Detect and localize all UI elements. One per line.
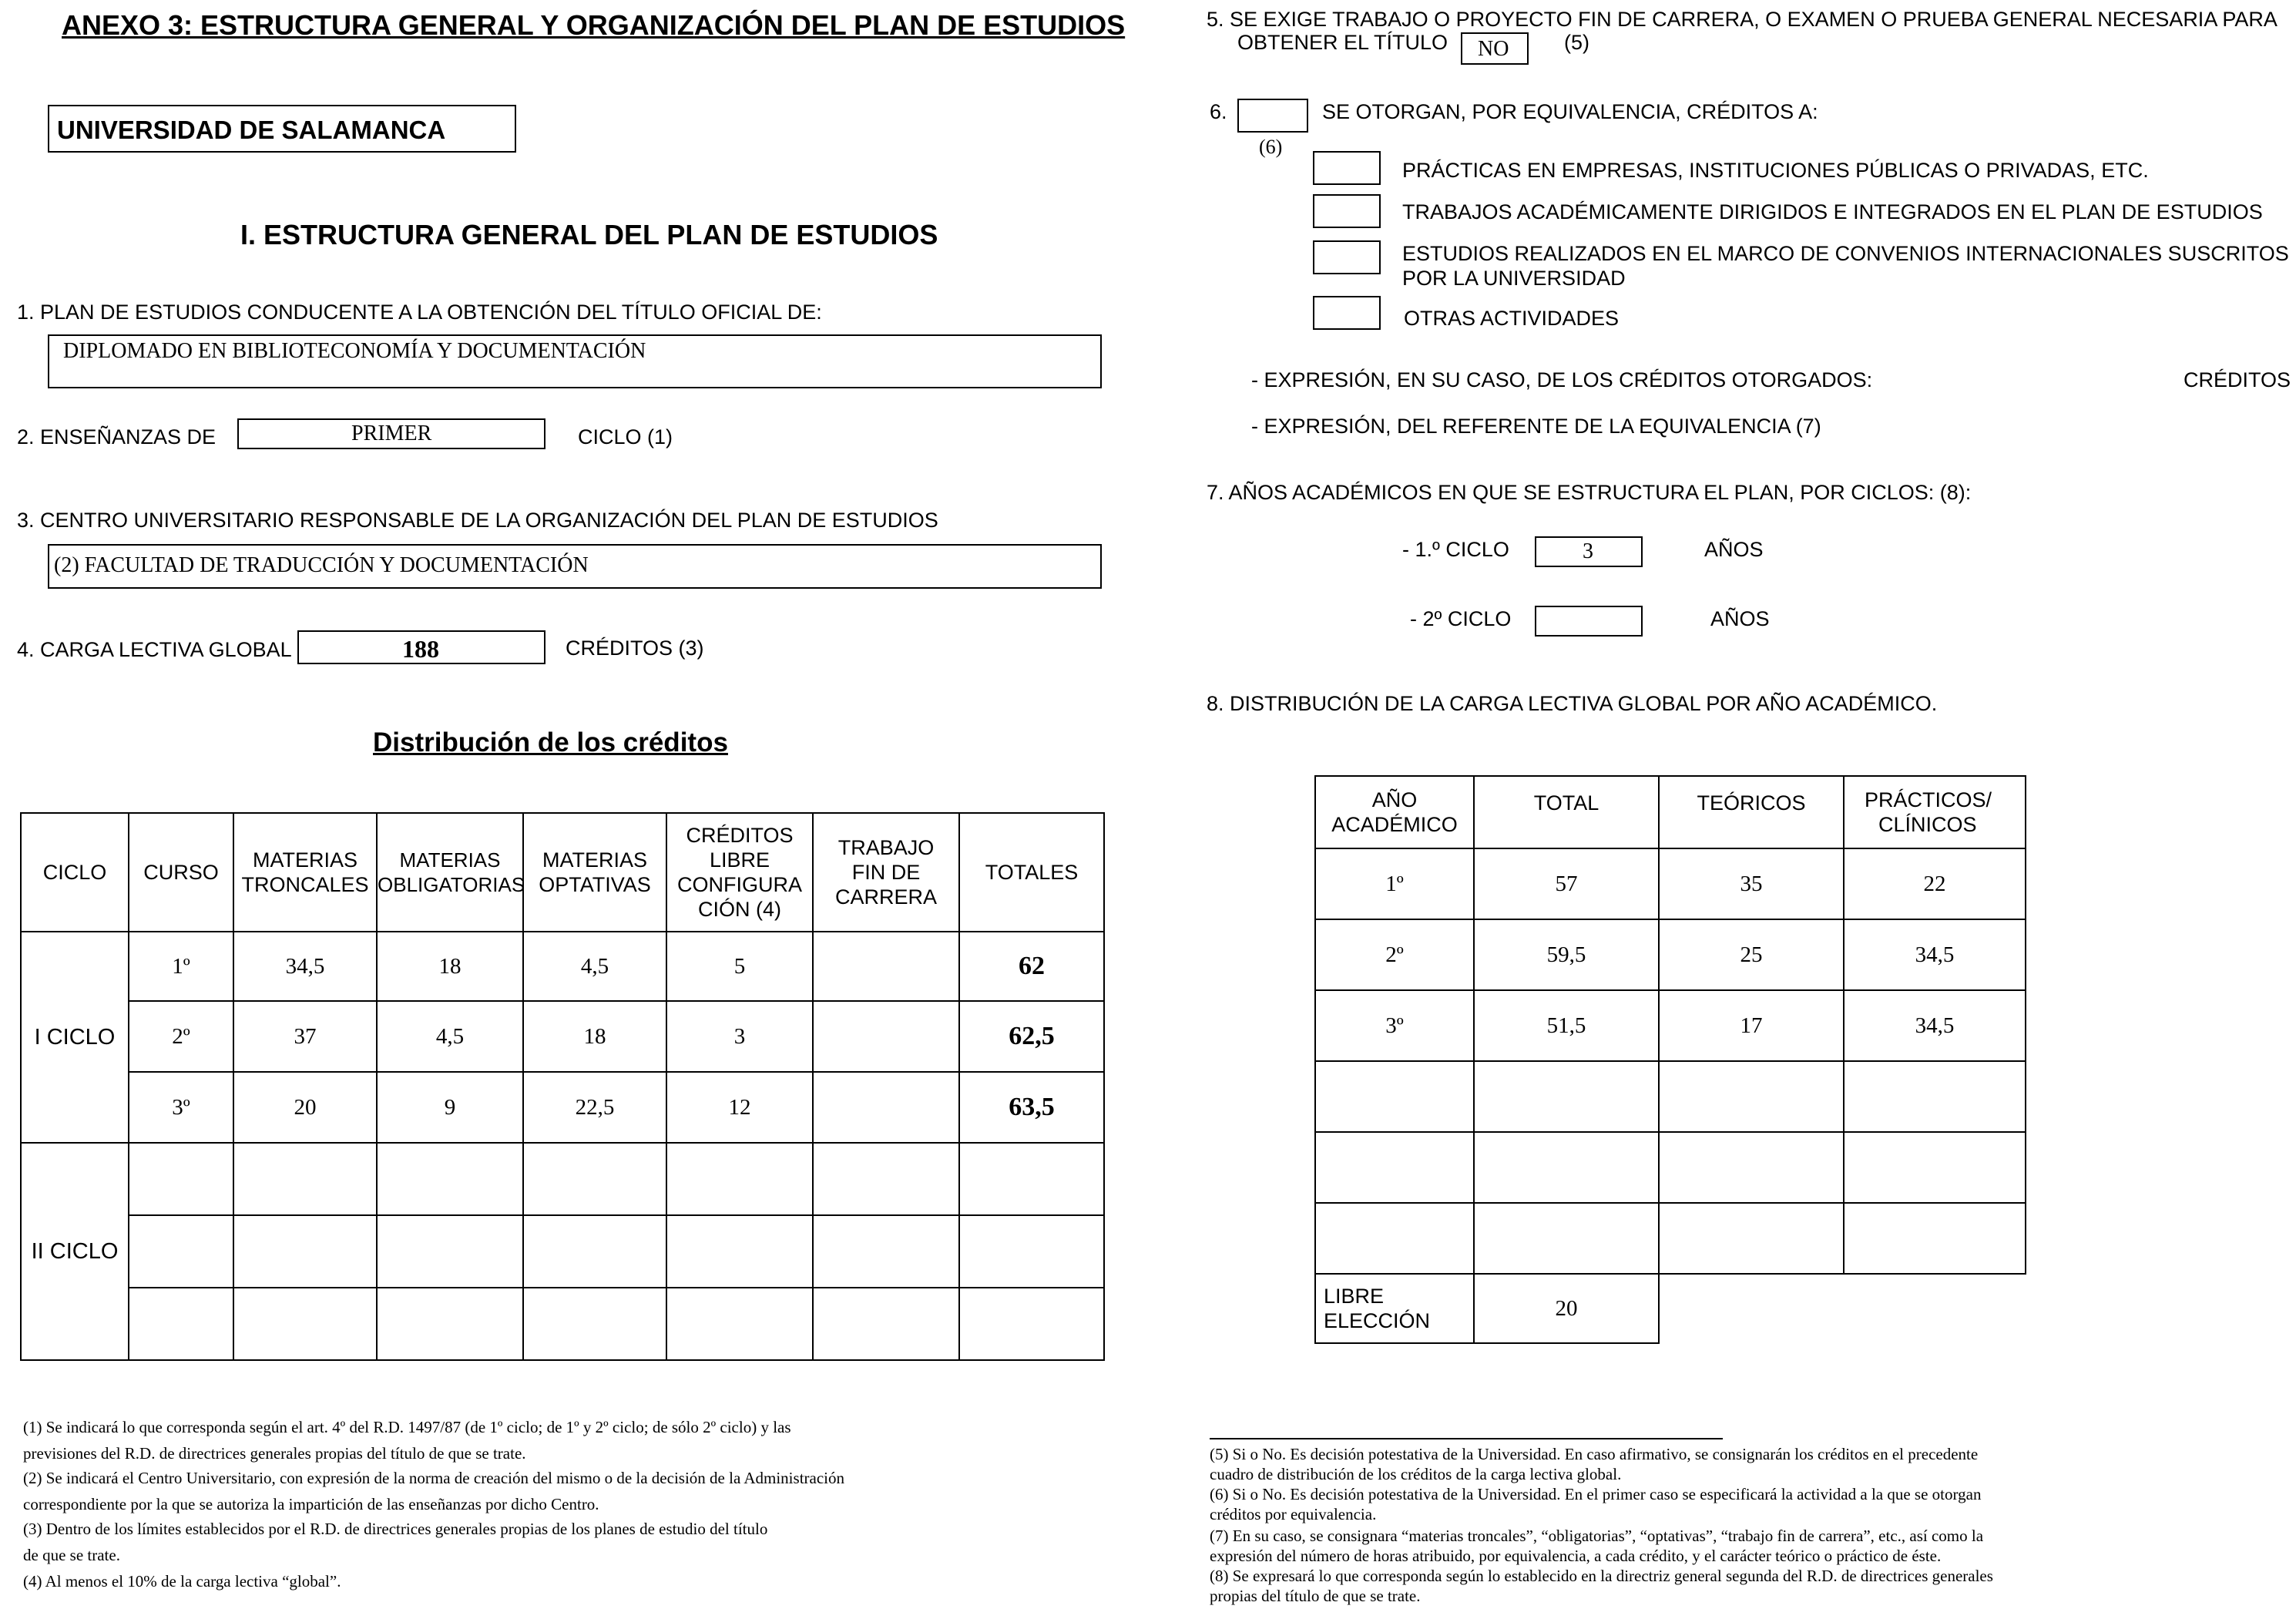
degree-title-field	[48, 334, 1102, 388]
option-label: POR LA UNIVERSIDAD	[1402, 267, 1626, 290]
option-checkbox	[1313, 194, 1381, 228]
footnote-line: expresión del número de horas atribuido, por equivalencia, a cada crédito, y el carácter teórico o práctico de éste.	[1210, 1547, 1942, 1565]
option-label: ESTUDIOS REALIZADOS EN EL MARCO DE CONVENIOS INTERNACIONALES SUSCRITOS	[1402, 242, 2289, 265]
cell-teoricos: 17	[1659, 990, 1844, 1061]
cell-empty	[129, 1215, 233, 1288]
table-row	[1315, 1203, 2026, 1274]
cell-empty	[959, 1143, 1104, 1215]
item2-suffix: CICLO (1)	[578, 425, 673, 448]
cell-empty	[233, 1288, 377, 1360]
item1-label: 1. PLAN DE ESTUDIOS CONDUCENTE A LA OBTENCIÓN DEL TÍTULO OFICIAL DE:	[17, 301, 822, 324]
item6-label: SE OTORGAN, POR EQUIVALENCIA, CRÉDITOS A:	[1322, 100, 1818, 123]
footnote-line: (4) Al menos el 10% de la carga lectiva “global”.	[23, 1572, 341, 1591]
cell-total: 59,5	[1474, 919, 1659, 990]
footnote-line: propias del título de que se trate.	[1210, 1587, 1421, 1605]
cell-libre: 3	[666, 1001, 813, 1072]
cell-empty	[1315, 1061, 1474, 1132]
global-load-field	[297, 630, 545, 664]
header-troncales: MATERIAS TRONCALES	[233, 813, 377, 932]
cell-empty	[1844, 1061, 2026, 1132]
cell-obligatorias: 18	[377, 932, 523, 1001]
item6-note: (6)	[1259, 136, 1283, 158]
university-name: UNIVERSIDAD DE SALAMANCA	[57, 116, 446, 144]
footnote-line: previsiones del R.D. de directrices generales propias del título de que se trate.	[23, 1444, 526, 1463]
header-ciclo: CICLO	[21, 813, 129, 932]
center-value: (2) FACULTAD DE TRADUCCIÓN Y DOCUMENTACIÓN	[54, 553, 589, 577]
cell-trabajo	[813, 1001, 959, 1072]
cell-empty	[1474, 1203, 1659, 1274]
footnote-line: (5) Si o No. Es decisión potestativa de la Universidad. En caso afirmativo, se consignarán los créditos en el precedente	[1210, 1445, 1979, 1463]
annex-title: ANEXO 3: ESTRUCTURA GENERAL Y ORGANIZACIÓN DEL PLAN DE ESTUDIOS	[62, 9, 1126, 41]
cell-empty	[813, 1143, 959, 1215]
footnote-line: correspondiente por la que se autoriza la impartición de las enseñanzas por dicho Centro.	[23, 1495, 599, 1513]
table-row	[21, 1215, 1104, 1288]
table-row	[1315, 1061, 2026, 1132]
item6-num: 6.	[1210, 100, 1227, 123]
cell-practicos: 22	[1844, 848, 2026, 919]
libre-eleccion-row	[1315, 1274, 2026, 1343]
table-row	[1315, 919, 2026, 990]
center-field	[48, 544, 1102, 589]
header-practicos: PRÁCTICOS/ CLÍNICOS	[1844, 776, 2026, 848]
header-obligatorias: MATERIAS OBLIGATORIAS	[377, 813, 523, 932]
cell-empty	[1474, 1132, 1659, 1203]
option-label: PRÁCTICAS EN EMPRESAS, INSTITUCIONES PÚBLICAS O PRIVADAS, ETC.	[1402, 159, 2149, 182]
cell-libre: 12	[666, 1072, 813, 1143]
table-row	[21, 1288, 1104, 1360]
cell-obligatorias: 9	[377, 1072, 523, 1143]
cell-optativas: 4,5	[523, 932, 666, 1001]
cell-troncales: 37	[233, 1001, 377, 1072]
footnote-line: de que se trate.	[23, 1546, 120, 1564]
distribution-title: Distribución de los créditos	[373, 727, 728, 757]
credits-expression-suffix: CRÉDITOS	[2184, 368, 2291, 391]
degree-title-value: DIPLOMADO EN BIBLIOTECONOMÍA Y DOCUMENTACIÓN	[63, 339, 646, 363]
cell-empty	[129, 1143, 233, 1215]
table-row	[21, 1001, 1104, 1072]
cell-empty	[1474, 1061, 1659, 1132]
credits-expression-label: - EXPRESIÓN, EN SU CASO, DE LOS CRÉDITOS OTORGADOS:	[1251, 368, 1873, 391]
equivalence-referent-label: - EXPRESIÓN, DEL REFERENTE DE LA EQUIVALENCIA (7)	[1251, 415, 1821, 438]
cell-trabajo	[813, 1072, 959, 1143]
cell-troncales: 20	[233, 1072, 377, 1143]
cell-libre: 5	[666, 932, 813, 1001]
cell-empty	[523, 1215, 666, 1288]
cell-empty	[523, 1143, 666, 1215]
item3-label: 3. CENTRO UNIVERSITARIO RESPONSABLE DE LA ORGANIZACIÓN DEL PLAN DE ESTUDIOS	[17, 509, 938, 532]
footnote-line: (3) Dentro de los límites establecidos por el R.D. de directrices generales propias de los planes de estudio del título	[23, 1520, 768, 1538]
cell-curso: 3º	[129, 1072, 233, 1143]
university-box	[48, 105, 516, 153]
cell-empty	[377, 1288, 523, 1360]
footnote-divider	[1210, 1438, 1723, 1439]
cell-empty	[959, 1215, 1104, 1288]
footnote-line: (8) Se expresará lo que corresponda según lo establecido en la directriz general segunda del R.D. de directrices generales	[1210, 1567, 1993, 1585]
table-row	[1315, 990, 2026, 1061]
header-curso: CURSO	[129, 813, 233, 932]
cell-blank	[1659, 1274, 1844, 1343]
cell-empty	[377, 1143, 523, 1215]
option-checkbox	[1313, 151, 1381, 185]
cell-empty	[1315, 1203, 1474, 1274]
table-row	[21, 932, 1104, 1001]
cell-teoricos: 35	[1659, 848, 1844, 919]
year-header-row	[1315, 776, 2026, 848]
cell-totales: 62,5	[959, 1001, 1104, 1072]
libre-eleccion-value: 20	[1474, 1274, 1659, 1343]
cell-year: 3º	[1315, 990, 1474, 1061]
cell-totales: 62	[959, 932, 1104, 1001]
item8-label: 8. DISTRIBUCIÓN DE LA CARGA LECTIVA GLOBAL POR AÑO ACADÉMICO.	[1207, 692, 1938, 715]
header-totales: TOTALES	[959, 813, 1104, 932]
option-checkbox	[1313, 240, 1381, 274]
footnote-line: cuadro de distribución de los créditos de la carga lectiva global.	[1210, 1465, 1622, 1483]
cell-empty	[523, 1288, 666, 1360]
cell-empty	[666, 1215, 813, 1288]
cycle2-unit: AÑOS	[1710, 607, 1770, 630]
credits-table	[20, 812, 1105, 1361]
cell-year: 2º	[1315, 919, 1474, 990]
footnote-line: (7) En su caso, se consignara “materias troncales”, “obligatorias”, “optativas”, “trabajo fin de carrera”, etc., así como la	[1210, 1527, 1984, 1545]
cell-empty	[666, 1288, 813, 1360]
cell-curso: 1º	[129, 932, 233, 1001]
cycle1-years-value: 3	[1583, 539, 1593, 563]
cell-total: 57	[1474, 848, 1659, 919]
cell-troncales: 34,5	[233, 932, 377, 1001]
cell-teoricos: 25	[1659, 919, 1844, 990]
cell-empty	[813, 1288, 959, 1360]
cell-year: 1º	[1315, 848, 1474, 919]
libre-eleccion-label: LIBRE ELECCIÓN	[1315, 1274, 1474, 1343]
header-libre-configuracion: CRÉDITOS LIBRE CONFIGURA CIÓN (4)	[666, 813, 813, 932]
cell-empty	[233, 1143, 377, 1215]
header-total: TOTAL	[1474, 776, 1659, 848]
cell-optativas: 22,5	[523, 1072, 666, 1143]
cycle2-years-field	[1535, 606, 1643, 637]
cell-empty	[959, 1288, 1104, 1360]
cell-empty	[1844, 1203, 2026, 1274]
cell-practicos: 34,5	[1844, 990, 2026, 1061]
cycle1-label: - 1.º CICLO	[1402, 538, 1509, 561]
cell-trabajo	[813, 932, 959, 1001]
option-label: TRABAJOS ACADÉMICAMENTE DIRIGIDOS E INTEGRADOS EN EL PLAN DE ESTUDIOS	[1402, 200, 2263, 223]
footnote-line: (1) Se indicará lo que corresponda según el art. 4º del R.D. 1497/87 (de 1º ciclo; de 1º y 2º ciclo; de sólo 2º ciclo) y las	[23, 1418, 791, 1436]
table-row	[1315, 848, 2026, 919]
footnote-line: (2) Se indicará el Centro Universitario, con expresión de la norma de creación del mismo o de la decisión de la Administración	[23, 1469, 844, 1487]
footnote-line: (6) Si o No. Es decisión potestativa de la Universidad. En el primer caso se especificará la actividad a la que se otorgan	[1210, 1485, 1982, 1503]
item5-note: (5)	[1564, 31, 1589, 54]
equivalence-field	[1237, 99, 1308, 133]
table-row	[1315, 1132, 2026, 1203]
option-label: OTRAS ACTIVIDADES	[1404, 307, 1620, 330]
header-trabajo-fin-carrera: TRABAJO FIN DE CARRERA	[813, 813, 959, 932]
cell-empty	[1844, 1132, 2026, 1203]
table-row	[21, 1072, 1104, 1143]
cell-practicos: 34,5	[1844, 919, 2026, 990]
cell-curso: 2º	[129, 1001, 233, 1072]
cell-totales: 63,5	[959, 1072, 1104, 1143]
option-checkbox	[1313, 296, 1381, 330]
year-distribution-table	[1314, 775, 2026, 1344]
item7-label: 7. AÑOS ACADÉMICOS EN QUE SE ESTRUCTURA EL PLAN, POR CICLOS: (8):	[1207, 481, 1972, 504]
table-row	[21, 1143, 1104, 1215]
cycle2-label: - 2º CICLO	[1410, 607, 1512, 630]
cell-empty	[1659, 1132, 1844, 1203]
cell-blank	[1844, 1274, 2026, 1343]
item4-suffix: CRÉDITOS (3)	[566, 637, 704, 660]
cycle1-years-field	[1535, 536, 1643, 567]
cell-empty	[1659, 1203, 1844, 1274]
item4-label: 4. CARGA LECTIVA GLOBAL	[17, 638, 292, 661]
cell-empty	[233, 1215, 377, 1288]
cycle-value: PRIMER	[351, 422, 432, 445]
header-teoricos: TEÓRICOS	[1659, 776, 1844, 848]
cell-empty	[377, 1215, 523, 1288]
item2-label: 2. ENSEÑANZAS DE	[17, 425, 217, 448]
item5-line2: OBTENER EL TÍTULO	[1237, 31, 1448, 54]
cell-empty	[666, 1143, 813, 1215]
final-project-value: NO	[1478, 37, 1509, 61]
cell-optativas: 18	[523, 1001, 666, 1072]
footnote-line: créditos por equivalencia.	[1210, 1505, 1377, 1523]
cycle-field	[237, 418, 545, 449]
item5-line1: 5. SE EXIGE TRABAJO O PROYECTO FIN DE CARRERA, O EXAMEN O PRUEBA GENERAL NECESARIA PARA	[1207, 8, 2278, 31]
section-title: I. ESTRUCTURA GENERAL DEL PLAN DE ESTUDIOS	[240, 219, 938, 250]
header-optativas: MATERIAS OPTATIVAS	[523, 813, 666, 932]
cell-obligatorias: 4,5	[377, 1001, 523, 1072]
cycle1-unit: AÑOS	[1704, 538, 1764, 561]
global-load-value: 188	[402, 635, 439, 663]
ciclo2-label: II CICLO	[21, 1143, 129, 1360]
ciclo1-label: I CICLO	[21, 932, 129, 1143]
cell-empty	[1315, 1132, 1474, 1203]
credits-header-row	[21, 813, 1104, 932]
final-project-field	[1461, 32, 1529, 65]
cell-empty	[129, 1288, 233, 1360]
cell-empty	[1659, 1061, 1844, 1132]
header-year: AÑO ACADÉMICO	[1315, 776, 1474, 848]
cell-total: 51,5	[1474, 990, 1659, 1061]
cell-empty	[813, 1215, 959, 1288]
